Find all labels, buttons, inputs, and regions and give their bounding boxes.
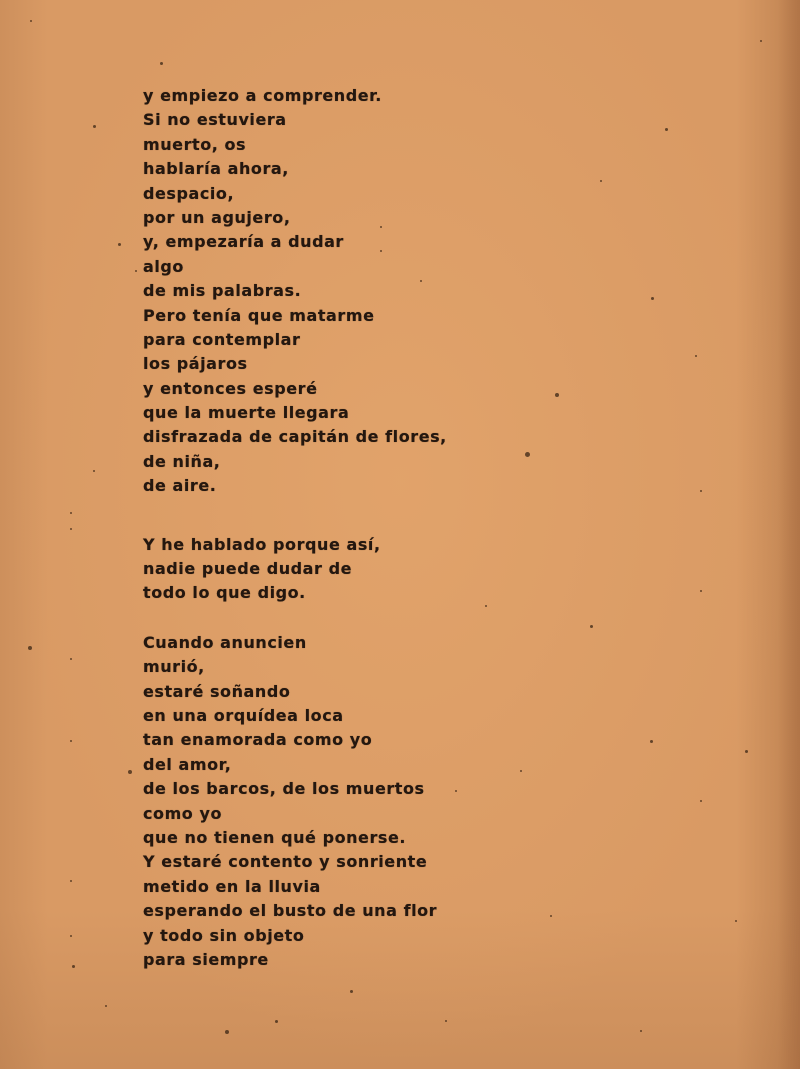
poem-line: de mis palabras.	[143, 281, 302, 301]
poem-line: tan enamorada como yo	[143, 730, 373, 750]
poem-line: y, empezaría a dudar	[143, 232, 344, 252]
paper-speck	[745, 750, 748, 753]
paper-speck	[28, 646, 32, 650]
paper-speck	[520, 770, 522, 772]
paper-speck	[555, 393, 559, 397]
poem-line: Cuando anuncien	[143, 632, 307, 652]
paper-speck	[760, 40, 762, 42]
paper-speck	[695, 355, 697, 357]
poem-line: nadie puede dudar de	[143, 559, 352, 579]
paper-speck	[70, 512, 72, 514]
paper-speck	[70, 740, 72, 742]
poem-line: en una orquídea loca	[143, 705, 344, 725]
poem-line: y entonces esperé	[143, 378, 318, 398]
poem-line: de niña,	[143, 451, 221, 471]
poem-line: Si no estuviera	[143, 110, 287, 130]
poem-line: para siempre	[143, 949, 269, 969]
paper-speck	[93, 125, 96, 128]
paper-speck	[30, 20, 32, 22]
paper-speck	[651, 297, 654, 300]
poem-line: muerto, os	[143, 134, 247, 154]
poem-line: metido en la lluvia	[143, 876, 321, 896]
poem-line: Y estaré contento y sonriente	[143, 852, 428, 872]
paper-speck	[600, 180, 602, 182]
poem-line: estaré soñando	[143, 681, 291, 701]
paper-speck	[105, 1005, 107, 1007]
poem-line: despacio,	[143, 183, 235, 203]
poem-line: y empiezo a comprender.	[143, 86, 382, 105]
paper-speck	[445, 1020, 447, 1022]
stanza-spacer	[143, 606, 473, 631]
paper-speck	[72, 965, 75, 968]
paper-speck	[93, 470, 95, 472]
paper-speck	[485, 605, 487, 607]
paper-speck	[650, 740, 653, 743]
poem-line: Y he hablado porque así,	[143, 534, 381, 554]
poem-line: esperando el busto de una flor	[143, 901, 438, 921]
paper-speck	[350, 990, 353, 993]
paper-speck	[525, 452, 530, 457]
poem-line: que la muerte llegara	[143, 403, 350, 423]
paper-speck	[128, 770, 132, 774]
poem-line: algo	[143, 256, 184, 276]
stanza-3	[143, 631, 473, 972]
poem-line: de los barcos, de los muertos	[143, 779, 425, 799]
poem-line: como yo	[143, 803, 222, 823]
paper-speck	[550, 915, 552, 917]
poem-line: del amor,	[143, 754, 232, 774]
poem-line: que no tienen qué ponerse.	[143, 827, 407, 847]
poem-text	[143, 84, 473, 972]
paper-speck	[700, 590, 702, 592]
paper-speck	[70, 528, 72, 530]
stanza-1	[143, 84, 473, 499]
paper-speck	[118, 243, 121, 246]
paper-speck	[135, 270, 137, 272]
paper-speck	[665, 128, 668, 131]
poem-line: y todo sin objeto	[143, 925, 305, 945]
paper-speck	[590, 625, 593, 628]
paper-speck	[70, 658, 72, 660]
stanza-2	[143, 533, 473, 606]
poem-line: por un agujero,	[143, 207, 291, 227]
poem-line: de aire.	[143, 476, 217, 496]
poem-line: disfrazada de capitán de flores,	[143, 427, 447, 447]
poem-line: murió,	[143, 657, 205, 677]
paper-speck	[700, 800, 702, 802]
poem-line: para contemplar	[143, 329, 301, 349]
paper-speck	[735, 920, 737, 922]
paper-speck	[640, 1030, 642, 1032]
paper-speck	[70, 880, 72, 882]
paper-speck	[70, 935, 72, 937]
poem-line: los pájaros	[143, 354, 248, 374]
paper-speck	[160, 62, 163, 65]
poem-line: todo lo que digo.	[143, 583, 306, 603]
paper-speck	[275, 1020, 278, 1023]
poem-line: hablaría ahora,	[143, 159, 289, 179]
page-edge-shadow	[778, 0, 800, 1069]
paper-speck	[700, 490, 702, 492]
stanza-spacer	[143, 499, 473, 533]
poem-line: Pero tenía que matarme	[143, 305, 375, 325]
paper-speck	[225, 1030, 229, 1034]
